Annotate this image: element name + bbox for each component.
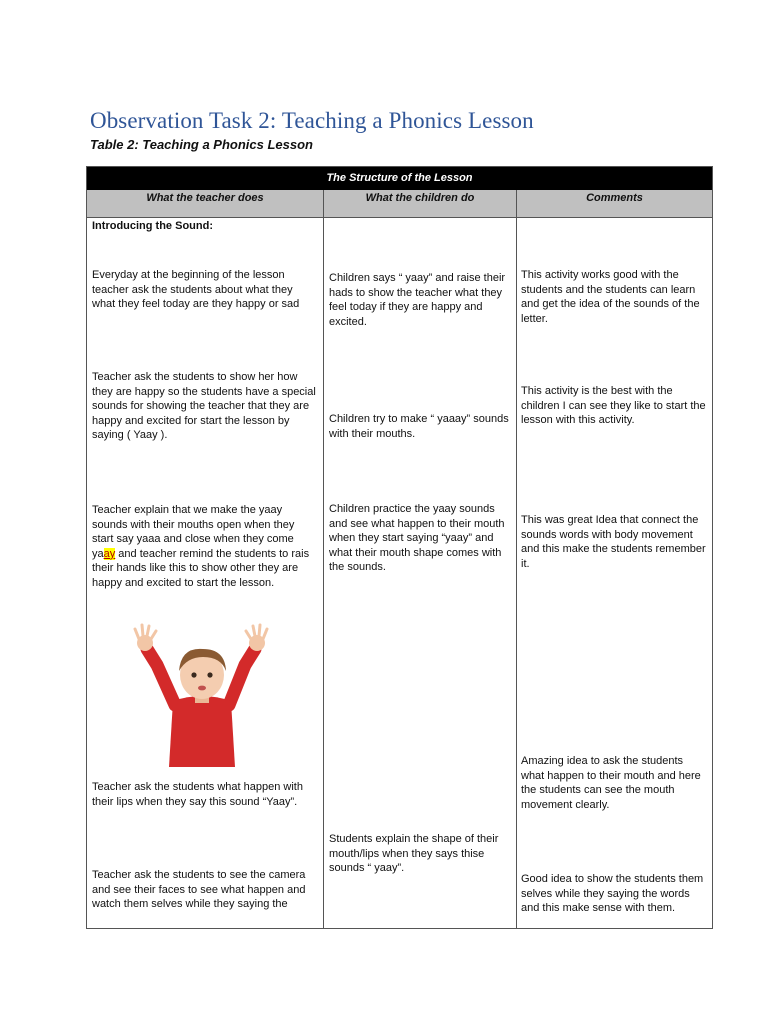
children-text-1: Children says “ yaay” and raise their hads to show the teacher what they feel today if they are happy and excited. [329,272,506,328]
children-text-4: Students explain the shape of their mouth/lips when they says thise sounds “ yaay”. [329,833,499,875]
teacher-text-4: Teacher ask the students what happen with their lips when they say this sound “Yaay”. [92,781,303,808]
children-text-3: Children practice the yaay sounds and see what happen to their mouth when they start saying “yaay” and what their mouth shape comes with the sounds. [329,503,505,574]
column-divider [516,190,517,928]
highlighted-text: ay [103,547,116,560]
page-heading: Observation Task 2: Teaching a Phonics Lesson [90,108,534,133]
table-caption [90,137,313,152]
teacher-text-3 [92,503,317,591]
teacher-text-3-start: Teacher explain that we make the yaay sounds with their mouths open when they start say yaaa and close when they come ya [92,504,295,560]
column-header-children: What the children do [365,192,475,204]
comment-text-1: This activity works good with the students and the students can learn and get the idea of the sounds of the letter. [521,269,700,325]
section-label: Introducing the Sound: [92,220,213,232]
teacher-text-3-end: and teacher remind the students to rais their hands like this to show other they are happy and excited to start the lesson. [92,547,310,589]
comment-text-4: Amazing idea to ask the students what happen to their mouth and here the students can see the mouth movement clearly. [521,755,701,811]
child-figure-icon [117,609,287,767]
lesson-table [86,166,713,929]
comment-text-5: Good idea to show the students them selves while they saying the words and this make sense with them. [521,873,704,915]
comment-text-2: This activity is the best with the children I can see they like to start the lesson with this activity. [521,385,706,427]
caption-text: Table 2: Teaching a Phonics Lesson [90,137,313,152]
column-header-teacher: What the teacher does [146,192,264,204]
comment-text-3: This was great Idea that connect the sounds words with body movement and this make the students remember it. [521,514,706,570]
column-divider [323,190,324,928]
children-text-2: Children try to make “ yaaay” sounds with their mouths. [329,413,509,440]
child-raising-arms-photo [117,609,287,767]
table-title: The Structure of the Lesson [87,167,712,190]
teacher-text-1: Everyday at the beginning of the lesson teacher ask the students about what they what they feel today are they happy or sad [92,269,300,311]
teacher-text-5: Teacher ask the students to see the camera and see their faces to see what happen and watch them selves while they saying the [92,869,306,911]
column-header-comments: Comments [586,192,643,204]
table-header-row [87,190,712,218]
teacher-text-2: Teacher ask the students to show her how they are happy so the students have a special sounds for showing the teacher that they are happy and excited for start the lesson by saying ( Yaay ). [92,371,316,442]
